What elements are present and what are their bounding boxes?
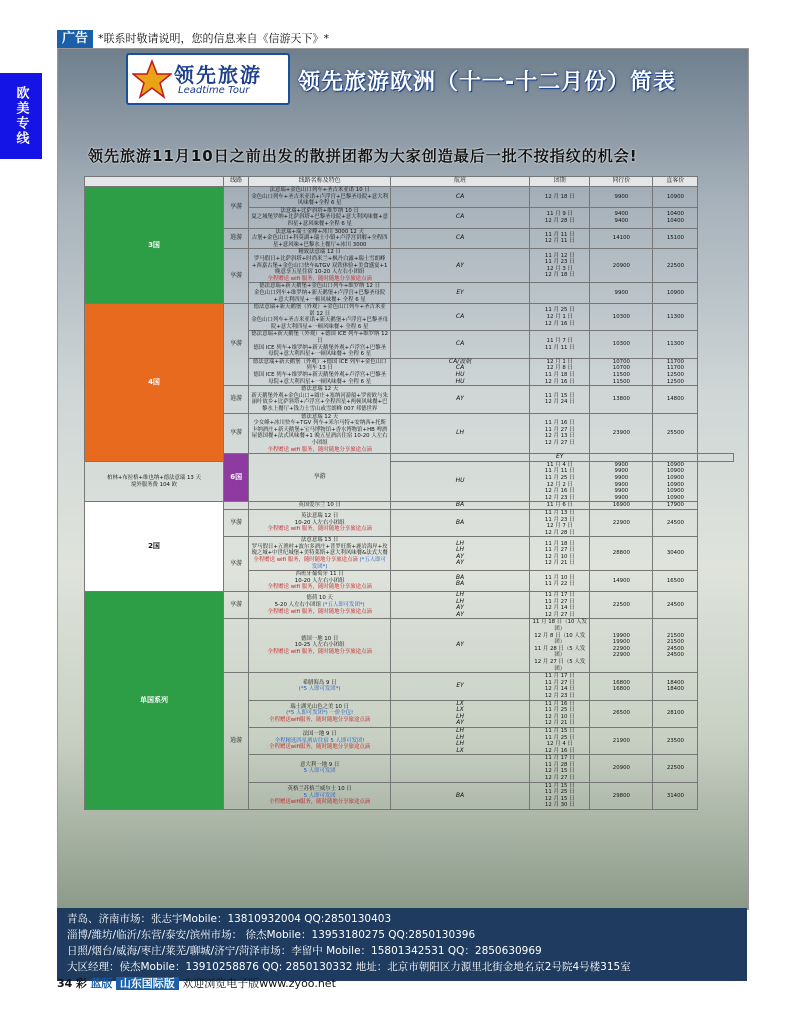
direct-price-cell: 25500 <box>653 413 698 454</box>
departure-dates-cell: 11 月 15 日 12 月 24 日 <box>530 386 590 413</box>
direct-price-cell: 10400 10400 <box>653 207 698 228</box>
airline-cell: EY <box>530 454 590 462</box>
route-cell <box>391 454 530 462</box>
poster-title: 领先旅游欧洲（十一-十二月份）简表 <box>298 70 677 95</box>
category-cell: 2国 <box>85 502 224 592</box>
contact-line: 大区经理：侯杰Mobile：13910258876 QQ: 2850130332 地址：北京市朝阳区力源里北街金地名京2号院4号楼315室 <box>67 961 631 973</box>
departure-dates-cell: 11 月 13 日 11 月 23 日 12 月 7 日 12 月 28 日 <box>530 509 590 536</box>
airline-cell <box>391 755 530 782</box>
tour-type-cell: 享游 <box>224 249 249 304</box>
edition-name: 山东国际版 <box>116 977 179 990</box>
header-cell: 航班 <box>391 177 530 187</box>
peer-price-cell: 9900 <box>590 283 653 304</box>
route-cell: 意大利一地 9 日 5 人即可发团 <box>249 755 391 782</box>
route-cell: 瑞士湖光山色之美 10 日 (*5 人即可发团*) 一价全包! 全程赠送wifi服务，随时随地分享旅途点滴 <box>249 700 391 727</box>
route-cell: 德法意瑞 12 天 新天鹅堡外观+金色山口+圆庄+塞纳河游船+罗密欧与朱丽叶故乡+比萨斜塔+卢浮宫+全程四星+两顿风味餐+巴黎水上餐厅+钱力士雪山或雪朗峰 007 邦德世界 <box>249 386 391 413</box>
page-footer <box>57 974 336 994</box>
peer-price-cell: 22500 <box>590 592 653 619</box>
peer-price-cell: 10300 <box>590 331 653 358</box>
tour-type-cell: 享游 <box>224 537 249 592</box>
direct-price-cell: 11700 11700 12500 12500 <box>653 358 698 385</box>
airline-cell: LH <box>391 413 530 454</box>
peer-price-cell: 14100 <box>590 228 653 249</box>
tour-type-cell <box>224 502 249 510</box>
peer-price-cell: 20900 <box>590 249 653 283</box>
departure-dates-cell: 11 月 12 日 11 月 23 日 12 月 3 日 12 月 18 日 <box>530 249 590 283</box>
header-cell: 线路名称及特色 <box>249 177 391 187</box>
route-cell: 希腊海岛 9 日 (*5 人即可发团*) <box>249 673 391 700</box>
departure-dates-cell: 11 月 18 日（10 人发团） 12 月 8 日（10 人发团） 11 月 28 日（5 人发团） 12 月 27 日（5 人发团） <box>530 619 590 673</box>
direct-price-cell: 23500 <box>653 727 698 754</box>
top-bar <box>0 0 800 48</box>
airline-cell: CA <box>391 228 530 249</box>
ad-tag: 广告 <box>57 30 93 48</box>
contact-line: 青岛、济南市场：张志宇Mobile：13810932004 QQ:2850130403 <box>67 913 392 925</box>
peer-price-cell: 9900 9900 9900 9900 9900 9900 <box>590 461 653 502</box>
departure-dates-cell: 11 月 17 日 11 月 27 日 12 月 14 日 12 月 27 日 <box>530 592 590 619</box>
header-cell: 团期 <box>530 177 590 187</box>
direct-price-cell: 11300 <box>653 304 698 331</box>
header-cell <box>85 177 224 187</box>
direct-price-cell: 10900 10900 10900 10900 10900 10900 <box>653 461 698 502</box>
direct-price-cell: 16500 <box>653 571 698 592</box>
direct-price-cell: 17900 <box>653 502 698 510</box>
tour-type-cell: 享游 <box>224 413 249 454</box>
departure-dates-cell <box>590 454 653 462</box>
direct-price-cell: 21500 21500 24500 24500 <box>653 619 698 673</box>
direct-price-cell: 28100 <box>653 700 698 727</box>
header-cell: 同行价 <box>590 177 653 187</box>
route-cell: 法意瑞+金色山口列车+圣吉米亚诺 10 日 金色山口列车+圣吉米亚诺+卢浮宫+巴黎圣母院+意大利风味餐+全程 6 星 <box>249 187 391 208</box>
direct-price-cell: 22500 <box>653 249 698 283</box>
airline-cell: BA BA <box>391 571 530 592</box>
tour-type-cell: 享游 <box>224 592 249 619</box>
category-cell: 3国 <box>85 187 224 304</box>
airline-cell: LH LH AY AY <box>391 592 530 619</box>
airline-cell: BA <box>391 782 530 809</box>
peer-price-cell: 10700 10700 11500 11500 <box>590 358 653 385</box>
departure-dates-cell: 11 月 16 日 11 月 25 日 12 月 10 日 12 月 21 日 <box>530 700 590 727</box>
route-cell: 德法意瑞+新天鹅堡（外观）+德国 ICE 列车+维罗纳 12 日 德国 ICE 列车+维罗纳+新天鹅堡外观+卢浮宫+巴黎圣母院+意大利四星+一顿风味餐+ 全程 6 星 <box>249 331 391 358</box>
departure-dates-cell: 11 月 4 日 11 月 11 日 11 月 25 日 12 月 2 日 12 月 16 日 12 月 23 日 <box>530 461 590 502</box>
peer-price-cell: 26500 <box>590 700 653 727</box>
site-link[interactable]: 欢迎浏览电子版www.zyoo.net <box>182 977 336 990</box>
peer-price-cell: 10300 <box>590 304 653 331</box>
direct-price-cell: 11300 <box>653 331 698 358</box>
peer-price-cell: 14900 <box>590 571 653 592</box>
route-cell: 德法意瑞+新天鹅堡（外观）+德国 ICE 列车+金色山口列车 13 日 德国 ICE 列车+维罗纳+新天鹅堡外观+卢浮宫+巴黎圣母院+意大利四星+一顿风味餐+ 全程 6 星 <box>249 358 391 385</box>
tour-type-cell: 享游 <box>224 304 249 386</box>
direct-price-cell: 24500 <box>653 592 698 619</box>
route-cell: 德国一地 10 日 10-25 人左右小团组 全程赠送 wifi 服务，随时随地分享旅途点滴 <box>249 619 391 673</box>
brand-name-cn: 领先旅游 <box>174 63 262 87</box>
peer-price-cell: 9400 9400 <box>590 207 653 228</box>
tour-price-table <box>84 176 734 810</box>
direct-price-cell: 22500 <box>653 755 698 782</box>
direct-price-cell: 18400 18400 <box>653 673 698 700</box>
category-cell: 6国 <box>224 454 249 502</box>
peer-price-cell: 29800 <box>590 782 653 809</box>
contact-line: 淄博/潍坊/临沂/东营/泰安/滨州市场： 徐杰Mobile：13953180275 QQ:2850130396 <box>67 929 476 941</box>
tour-type-cell: 逍游 <box>224 673 249 810</box>
peer-price-cell: 23900 <box>590 413 653 454</box>
table-row <box>85 502 734 510</box>
departure-dates-cell: 12 月 1 日 12 月 8 日 11 月 18 日 12 月 16 日 <box>530 358 590 385</box>
table-row <box>85 304 734 331</box>
route-cell: 德法意瑞 12 天 少女峰+冰川快车+TGV 列车+米尔马特+安纳西+托斯卡纳酒庄+新天鹅堡+宝马博物馆+香水博物馆+HB 啤酒屋德国餐+法式风味餐+1 晚五星酒店住宿 10-20 人左右小团组 全程赠送 wifi 服务，随时随地分享旅途点滴 <box>249 413 391 454</box>
route-cell: 英法意瑞 12 日 10-20 人左右小团组 全程赠送 wifi 服务，随时随地分享旅途点滴 <box>249 509 391 536</box>
airline-cell: AY <box>391 249 530 283</box>
airline-cell: CA <box>391 207 530 228</box>
departure-dates-cell: 11 月 7 日 11 月 11 日 <box>530 331 590 358</box>
airline-cell: CA <box>391 304 530 331</box>
departure-dates-cell: 11 月 15 日 11 月 25 日 12 月 4 日 12 月 16 日 <box>530 727 590 754</box>
airline-cell: EY <box>391 673 530 700</box>
source-notice: *联系时敬请说明，您的信息来自《信游天下》* <box>98 32 329 45</box>
departure-dates-cell: 11 月 17 日 11 月 27 日 12 月 14 日 12 月 23 日 <box>530 673 590 700</box>
direct-price-cell: 30400 <box>653 537 698 571</box>
departure-dates-cell: 11 月 15 日 11 月 25 日 12 月 15 日 12 月 30 日 <box>530 782 590 809</box>
airline-cell: LH LH LH LX <box>391 727 530 754</box>
departure-dates-cell: 12 月 18 日 <box>530 187 590 208</box>
route-cell: 英格兰苏格兰威尔士 10 日 5 人即可发团 全程赠送wifi服务，随时随地分享旅途点滴 <box>249 782 391 809</box>
airline-cell: CA <box>391 187 530 208</box>
peer-price-cell <box>653 454 698 462</box>
table-row <box>85 461 734 502</box>
peer-price-cell: 16900 <box>590 502 653 510</box>
route-cell: 德荷 10 天 5-20 人左右小团组 (*五人即可发团*) 全程赠送 wifi 服务，随时随地分享旅途点滴 <box>249 592 391 619</box>
color-label: 彩 <box>75 977 87 990</box>
airline-cell: BA <box>391 509 530 536</box>
contact-line: 日照/烟台/威海/枣庄/莱芜/聊城/济宁/菏泽市场：李留中 Mobile：15801342531 QQ：2850630969 <box>67 945 542 957</box>
star-logo-icon <box>132 59 172 99</box>
departure-dates-cell: 11 月 11 日 12 月 11 日 <box>530 228 590 249</box>
brand-name-en: Leadtime Tour <box>178 85 250 96</box>
airline-cell: BA <box>391 502 530 510</box>
direct-price-cell: 10900 <box>653 187 698 208</box>
header-cell: 直客价 <box>653 177 698 187</box>
route-cell: 德法意瑞+新天鹅堡+金色山口列车+维罗纳 12 日 金色山口列车+维罗纳+新天鹅堡+卢浮宫+巴黎圣母院+意大利四星+一顿风味餐+ 全程 6 星 <box>249 283 391 304</box>
route-cell: 法意意瑞 13 日 罗马假日+五渔村+波尔多酒庄+普罗旺斯+鹿岩海岸+玫瑰之城+中世纪城堡+美特莱斯+意大利风味餐&法式大餐 全程赠送 wifi 服务，随时随地分享旅途点滴 (*五人即可发团*) <box>249 537 391 571</box>
poster-slogan: 领先旅游11月10日之前出发的散拼团都为大家创造最后一批不按指纹的机会! <box>88 147 638 165</box>
departure-dates-cell: 11 月 18 日 11 月 27 日 12 月 10 日 12 月 21 日 <box>530 537 590 571</box>
peer-price-cell: 9900 <box>590 187 653 208</box>
tour-type-cell: 享游 <box>249 454 391 502</box>
table-row <box>85 187 734 208</box>
contact-panel <box>57 908 747 981</box>
airline-cell: LX LX LH AY <box>391 700 530 727</box>
edition-color: 蓝版 <box>90 977 113 990</box>
peer-price-cell: 13800 <box>590 386 653 413</box>
peer-price-cell: 16800 16800 <box>590 673 653 700</box>
route-cell: 英国爱尔兰 10 日 <box>249 502 391 510</box>
departure-dates-cell: 11 月 16 日 11 月 27 日 12 月 13 日 12 月 27 日 <box>530 413 590 454</box>
peer-price-cell: 22900 <box>590 509 653 536</box>
airline-cell: LH LH AY AY <box>391 537 530 571</box>
header-cell: 线路 <box>224 177 249 187</box>
route-cell: 法意瑞+瑞士金峰+冰川 3000 12 天 古堡+金色山口+科莫湖+瑞士小镇+卢浮宫讲解+全程四星+意风味+巴黎水上餐厅+冰川 3000 <box>249 228 391 249</box>
route-cell: 德法意瑞+新天鹅堡（外观）+金色山口列车+圣吉米亚诺 12 日 金色山口列车+圣吉米亚诺+新天鹅堡+卢浮宫+巴黎圣母院+意大利四星+一顿风味餐+ 全程 6 星 <box>249 304 391 331</box>
departure-dates-cell: 11 月 25 日 12 月 1 日 12 月 16 日 <box>530 304 590 331</box>
category-cell: 4国 <box>85 304 224 462</box>
direct-price-cell: 14800 <box>653 386 698 413</box>
direct-price-cell <box>698 454 734 462</box>
departure-dates-cell: 11 月 9 日 12 月 28 日 <box>530 207 590 228</box>
airline-cell: CA <box>391 331 530 358</box>
departure-dates-cell: 11 月 17 日 11 月 28 日 12 月 15 日 12 月 27 日 <box>530 755 590 782</box>
peer-price-cell: 28800 <box>590 537 653 571</box>
peer-price-cell: 20900 <box>590 755 653 782</box>
category-side-tab: 欧美专线 <box>0 73 42 159</box>
departure-dates-cell <box>530 283 590 304</box>
airline-cell: HU <box>391 461 530 502</box>
airline-cell: AY <box>391 386 530 413</box>
route-cell: 法国一地 9 日 全程精选四星酒店住宿 5 人即可发团! 全程赠送wifi服务，随时随地分享旅途点滴 <box>249 727 391 754</box>
brand-logo <box>126 53 290 105</box>
tour-type-cell: 逍游 <box>224 386 249 413</box>
route-cell: 西班牙葡萄牙 11 日 10-20 人左右小团组 全程赠送 wifi 服务，随时随地分享旅途点滴 <box>249 571 391 592</box>
airline-cell: AY <box>391 619 530 673</box>
tour-poster <box>57 48 749 910</box>
route-cell: 精致法意瑞 12 日 罗马假日+比萨斜塔+时尚米兰+枫丹白露+瑞士雪朗峰+西嘉古堡+金色山口快车&TGV 双铁体验+美食盛宴+1 晚意享五星住宿 10-20 人左右小团组 全程赠送 wifi 服务，随时随地分享旅途点滴 <box>249 249 391 283</box>
tour-type-cell: 享游 <box>224 187 249 229</box>
departure-dates-cell: 11 月 6 日 <box>530 502 590 510</box>
tour-type-cell <box>224 619 249 673</box>
direct-price-cell: 15100 <box>653 228 698 249</box>
airline-cell: EY <box>391 283 530 304</box>
route-cell: 法意瑞+比萨斜塔+维罗纳 10 日 夏之城堡罗纳+比萨斜塔+巴黎圣母院+意大利风味餐+意四星+意风味餐+全程 6 星 <box>249 207 391 228</box>
departure-dates-cell: 11 月 10 日 11 月 22 日 <box>530 571 590 592</box>
table-header-row <box>85 177 734 187</box>
page-number: 34 <box>57 977 73 990</box>
direct-price-cell: 24500 <box>653 509 698 536</box>
tour-type-cell: 享游 <box>224 509 249 536</box>
category-cell: 单国系列 <box>85 592 224 810</box>
tour-type-cell: 逍游 <box>224 228 249 249</box>
airline-cell: CA/波航 CA HU HU <box>391 358 530 385</box>
route-cell: 柏林+布拉格+维也纳+德法意瑞 13 天 境外服务费 104 欧 <box>85 461 224 502</box>
direct-price-cell: 10900 <box>653 283 698 304</box>
peer-price-cell: 19900 19900 22900 22900 <box>590 619 653 673</box>
direct-price-cell: 31400 <box>653 782 698 809</box>
table-row <box>85 592 734 619</box>
peer-price-cell: 21900 <box>590 727 653 754</box>
